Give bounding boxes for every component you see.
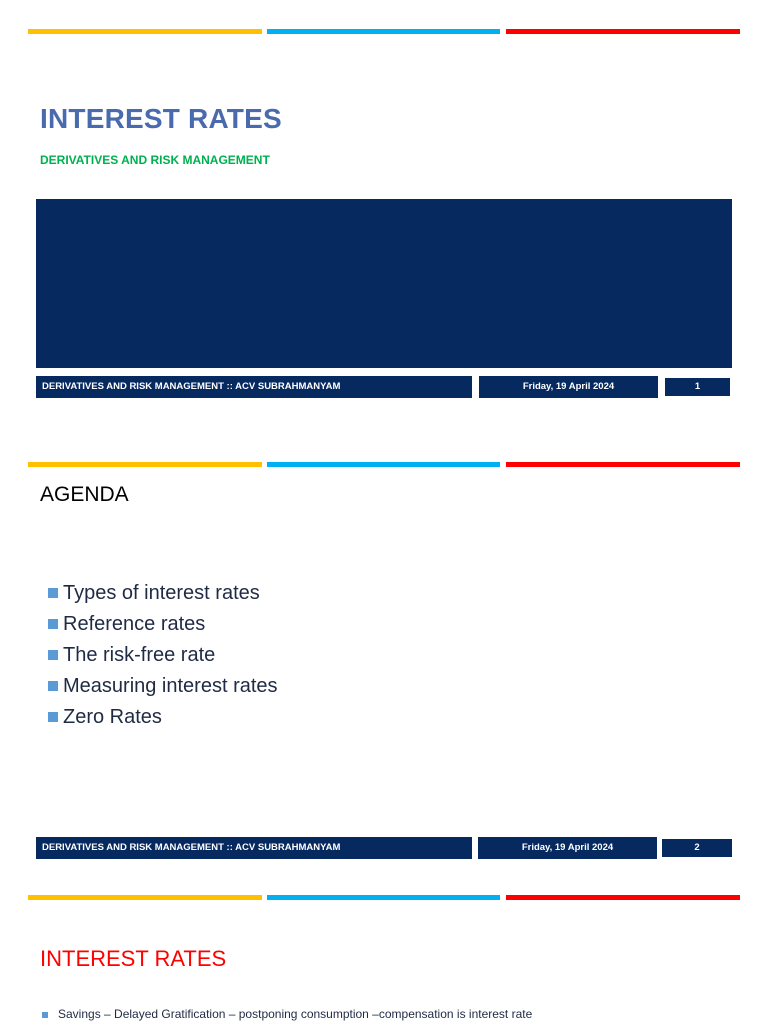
slide-title: INTEREST RATES: [40, 103, 282, 134]
footer-page-number: 1: [665, 378, 730, 396]
square-bullet-icon: [48, 650, 58, 660]
slide-3: [0, 880, 768, 1024]
accent-rule-blue: [267, 462, 500, 467]
square-bullet-icon: [48, 588, 58, 598]
accent-rule-yellow: [28, 29, 262, 34]
agenda-title: AGENDA: [40, 483, 129, 506]
accent-rule-yellow: [28, 895, 262, 900]
accent-rule-red: [506, 895, 740, 900]
slide-2: [0, 440, 768, 880]
agenda-list: [48, 580, 278, 735]
square-bullet-icon: [48, 681, 58, 691]
square-bullet-icon: [48, 712, 58, 722]
title-banner: [36, 199, 732, 368]
accent-rule-blue: [267, 29, 500, 34]
slide-subtitle: DERIVATIVES AND RISK MANAGEMENT: [40, 153, 270, 167]
footer-page-number: 2: [662, 839, 732, 857]
content-bullet: Savings – Delayed Gratification – postponing consumption –compensation is interest rate: [42, 1007, 532, 1021]
accent-rule-red: [506, 29, 740, 34]
footer-course-label: DERIVATIVES AND RISK MANAGEMENT :: ACV SUBRAHMANYAM: [36, 376, 472, 398]
agenda-item: The risk-free rate: [48, 642, 278, 673]
square-bullet-icon: [42, 1012, 48, 1018]
accent-rule-blue: [267, 895, 500, 900]
square-bullet-icon: [48, 619, 58, 629]
footer-course-label: DERIVATIVES AND RISK MANAGEMENT :: ACV SUBRAHMANYAM: [36, 837, 472, 859]
slide-title: INTEREST RATES: [40, 946, 227, 971]
footer-date: Friday, 19 April 2024: [479, 376, 658, 398]
agenda-item: Measuring interest rates: [48, 673, 278, 704]
footer-date: Friday, 19 April 2024: [478, 837, 657, 859]
accent-rule-red: [506, 462, 740, 467]
slide-1: [0, 0, 768, 440]
agenda-item: Zero Rates: [48, 704, 278, 735]
agenda-item: Types of interest rates: [48, 580, 278, 611]
accent-rule-yellow: [28, 462, 262, 467]
agenda-item: Reference rates: [48, 611, 278, 642]
